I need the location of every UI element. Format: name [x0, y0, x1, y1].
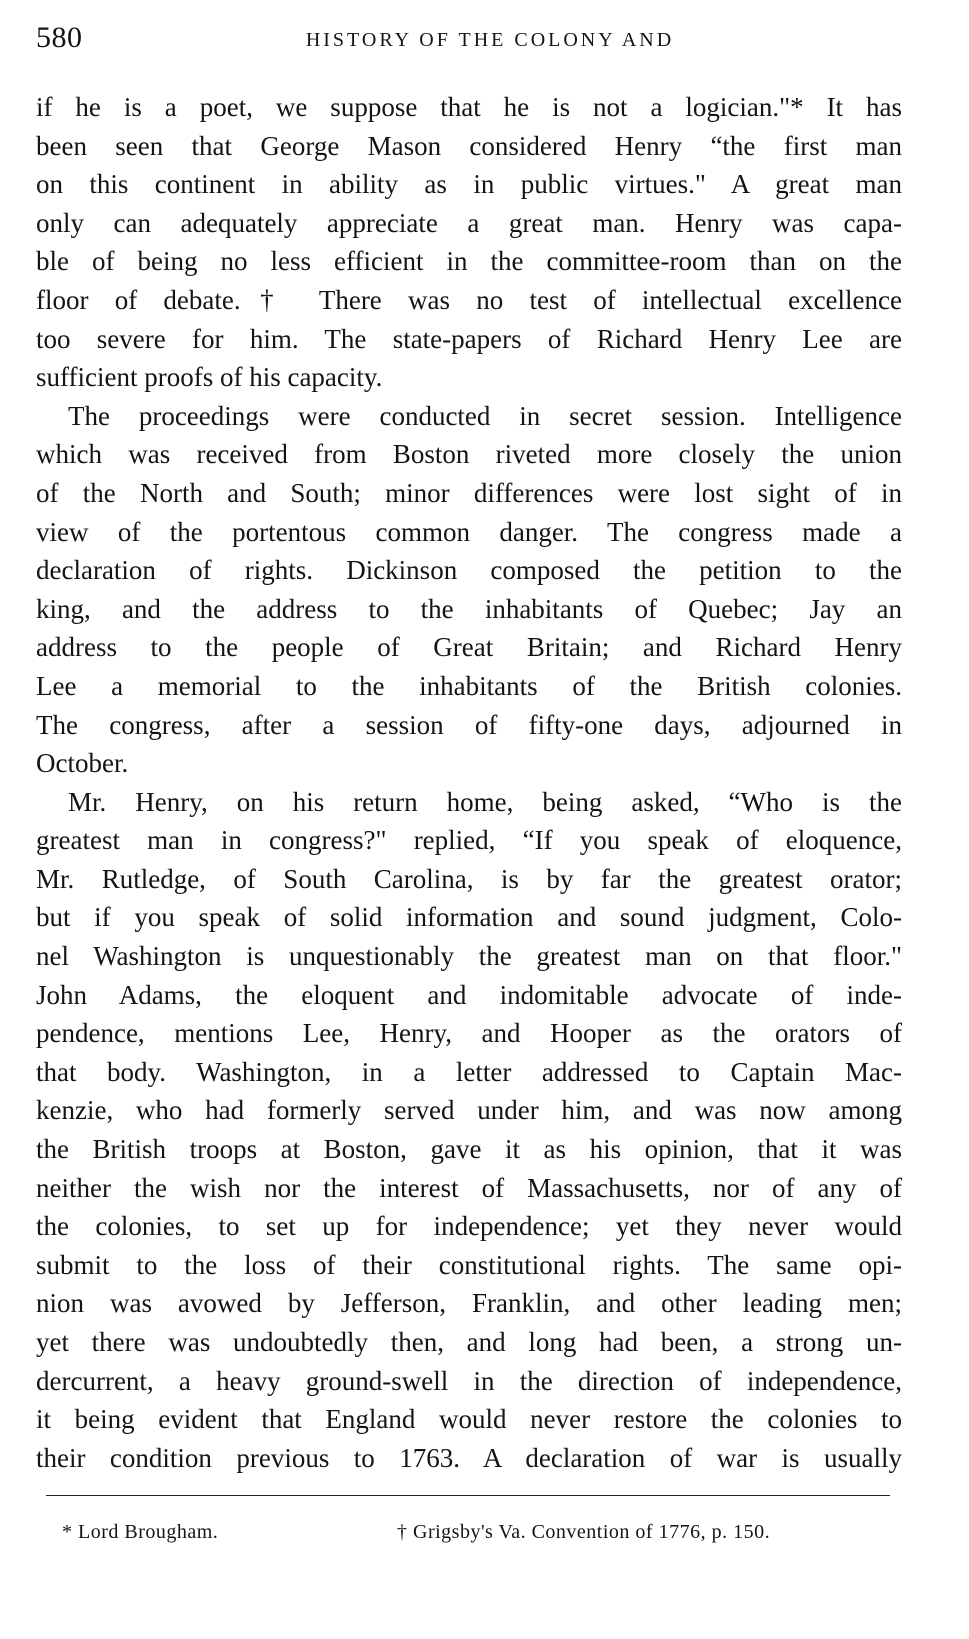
- text-line: the colonies, to set up for independence; yet they never would: [36, 1211, 902, 1242]
- page-header: [36, 18, 904, 62]
- text-line: but if you speak of solid information and sound judgment, Colo-: [36, 902, 902, 933]
- text-line: neither the wish nor the interest of Massachusetts, nor of any of: [36, 1172, 902, 1203]
- text-line: October.: [36, 748, 129, 779]
- body-text: [36, 88, 902, 1477]
- text-line: sufficient proofs of his capacity.: [36, 362, 383, 393]
- text-line: John Adams, the eloquent and indomitable advocate of inde-: [36, 979, 902, 1010]
- text-line: Mr. Henry, on his return home, being asked, “Who is the: [68, 786, 902, 817]
- text-line: pendence, mentions Lee, Henry, and Hooper as the orators of: [36, 1018, 902, 1049]
- text-line: nion was avowed by Jefferson, Franklin, and other leading men;: [36, 1288, 902, 1319]
- text-line: the British troops at Boston, gave it as his opinion, that it was: [36, 1134, 902, 1165]
- text-line: if he is a poet, we suppose that he is not a logician."* It has: [36, 92, 902, 122]
- running-head: HISTORY OF THE COLONY AND: [305, 29, 675, 51]
- text-line: it being evident that England would never restore the colonies to: [36, 1404, 902, 1435]
- page-number: 580: [36, 21, 83, 54]
- text-line: The congress, after a session of fifty-one days, adjourned in: [36, 709, 902, 740]
- footnote-dagger: † Grigsby's Va. Convention of 1776, p. 150.: [397, 1521, 771, 1543]
- text-line: been seen that George Mason considered Henry “the first man: [36, 130, 902, 161]
- text-line: their condition previous to 1763. A declaration of war is usually: [36, 1442, 902, 1473]
- text-line: king, and the address to the inhabitants of Quebec; Jay an: [36, 593, 902, 624]
- text-line: kenzie, who had formerly served under him, and was now among: [36, 1095, 902, 1126]
- text-line: yet there was undoubtedly then, and long had been, a strong un-: [36, 1327, 902, 1357]
- text-line: only can adequately appreciate a great man. Henry was capa-: [36, 207, 902, 238]
- text-line: The proceedings were conducted in secret session. Intelligence: [68, 400, 902, 431]
- text-line: address to the people of Great Britain; and Richard Henry: [36, 632, 902, 663]
- text-line: submit to the loss of their constitutional rights. The same opi-: [36, 1249, 902, 1280]
- footnote-rule: [46, 1495, 890, 1496]
- text-line: that body. Washington, in a letter addressed to Captain Mac-: [36, 1056, 902, 1087]
- text-line: of the North and South; minor differences were lost sight of in: [36, 477, 902, 508]
- paragraph-3: [36, 783, 902, 1478]
- text-line: too severe for him. The state-papers of Richard Henry Lee are: [36, 323, 902, 354]
- text-line: nel Washington is unquestionably the greatest man on that floor.": [36, 941, 902, 972]
- text-line: dercurrent, a heavy ground-swell in the direction of independence,: [36, 1365, 902, 1396]
- paragraph-1: [36, 88, 902, 397]
- text-line: on this continent in ability as in public virtues." A great man: [36, 169, 902, 200]
- text-line: greatest man in congress?" replied, “If you speak of eloquence,: [36, 825, 902, 856]
- footnote-asterisk: * Lord Brougham.: [62, 1521, 219, 1543]
- text-line: floor of debate.† There was no test of intellectual excellence: [36, 284, 902, 315]
- text-line: view of the portentous common danger. The congress made a: [36, 516, 902, 547]
- footnotes: [62, 1517, 902, 1547]
- text-line: Mr. Rutledge, of South Carolina, is by far the greatest orator;: [36, 863, 902, 894]
- paragraph-2: [36, 397, 902, 783]
- text-line: declaration of rights. Dickinson composed the petition to the: [36, 555, 902, 586]
- text-line: Lee a memorial to the inhabitants of the British colonies.: [36, 670, 902, 701]
- text-line: which was received from Boston riveted more closely the union: [36, 439, 902, 470]
- text-line: ble of being no less efficient in the committee-room than on the: [36, 246, 902, 277]
